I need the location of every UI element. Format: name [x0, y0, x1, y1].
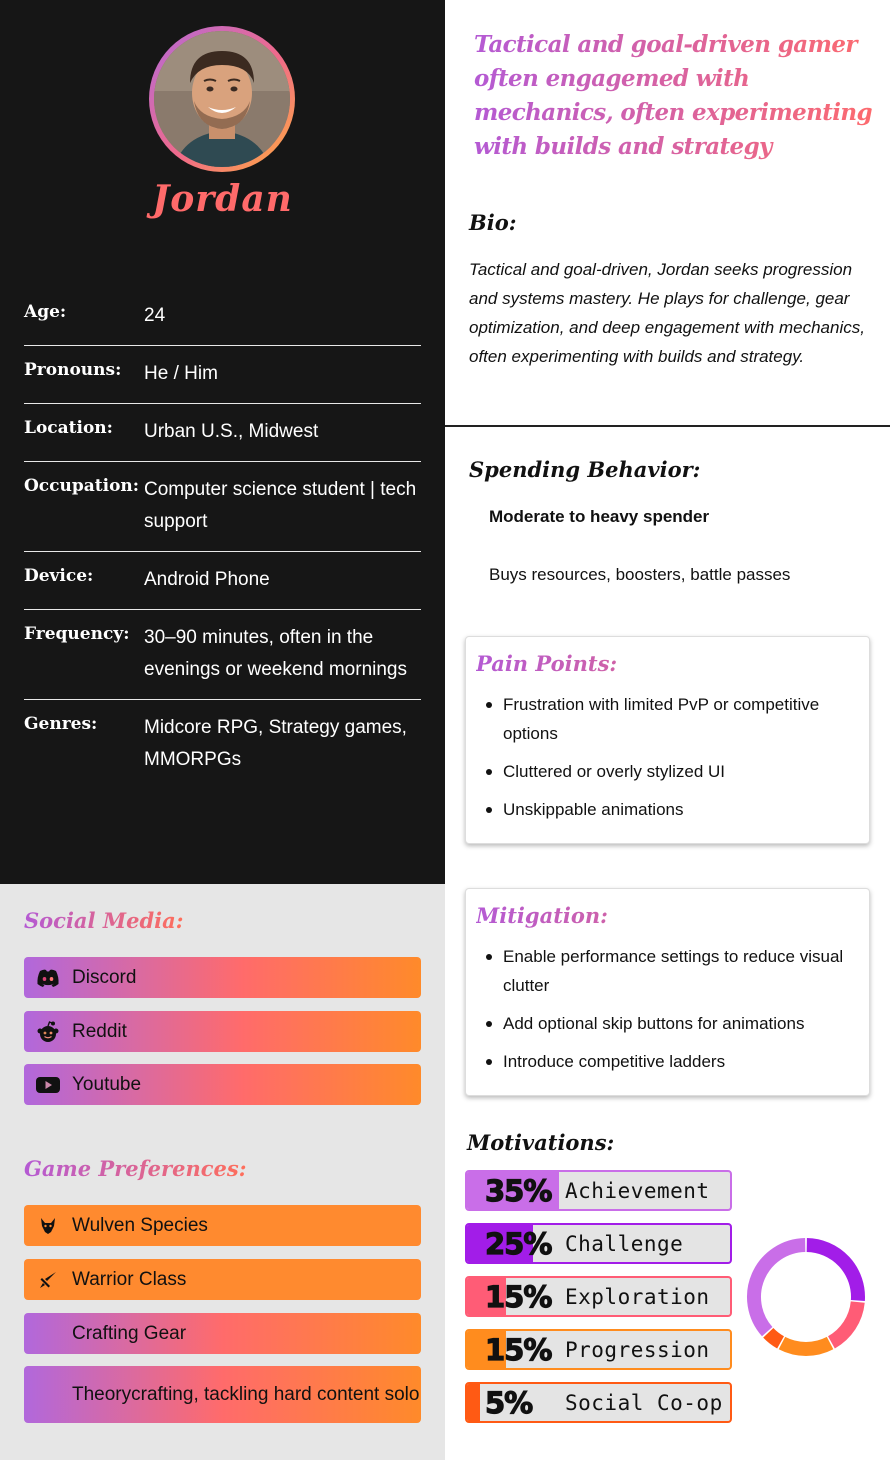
- motivation-pct: 5%: [485, 1386, 533, 1420]
- donut-slice-challenge: [807, 1245, 858, 1301]
- info-value: Android Phone: [144, 569, 270, 590]
- pain-points-title: Pain Points:: [476, 651, 859, 676]
- wolf-icon: [36, 1214, 60, 1238]
- motivation-bar-achievement: [465, 1170, 732, 1211]
- social-media-title: Social Media:: [24, 908, 184, 933]
- game-pref-label: Warrior Class: [72, 1268, 187, 1290]
- info-value: 24: [144, 305, 166, 326]
- motivation-bar-fill: [467, 1384, 480, 1421]
- info-row-genres: [24, 700, 421, 789]
- motivation-pct: 15%: [485, 1333, 552, 1367]
- motivation-pct: 15%: [485, 1280, 552, 1314]
- info-value: 30–90 minutes, often in the evenings or weekend mornings: [144, 627, 407, 680]
- mitigation-list: [476, 942, 859, 1076]
- info-list: [24, 288, 421, 789]
- list-item: Enable performance settings to reduce visual clutter: [476, 942, 859, 1000]
- mitigation-title: Mitigation:: [476, 903, 859, 928]
- motivation-bar-challenge: [465, 1223, 732, 1264]
- bio-title: Bio:: [469, 210, 517, 235]
- youtube-icon: [36, 1073, 60, 1097]
- pain-points-list: [476, 690, 859, 824]
- game-preferences-title: Game Preferences:: [24, 1156, 247, 1181]
- list-item: Add optional skip buttons for animations: [476, 1009, 859, 1038]
- avatar: [149, 26, 295, 172]
- motivations-donut-chart: [743, 1234, 869, 1360]
- motivation-label: Exploration: [565, 1285, 710, 1309]
- list-item: Introduce competitive ladders: [476, 1047, 859, 1076]
- social-item-youtube[interactable]: [24, 1064, 421, 1105]
- spending-title: Spending Behavior:: [469, 457, 701, 482]
- game-pref-theorycrafting: [24, 1366, 421, 1423]
- social-item-label: Reddit: [72, 1020, 127, 1042]
- game-pref-warrior-class: [24, 1259, 421, 1300]
- info-value: Urban U.S., Midwest: [144, 421, 319, 442]
- info-label: Location:: [24, 418, 113, 438]
- motivation-label: Challenge: [565, 1232, 684, 1256]
- info-label: Frequency:: [24, 624, 130, 644]
- section-divider: [445, 425, 890, 427]
- pain-points-card: [465, 636, 870, 844]
- game-pref-crafting-gear: [24, 1313, 421, 1354]
- info-label: Occupation:: [24, 476, 140, 496]
- info-row-location: [24, 404, 421, 462]
- info-row-age: [24, 288, 421, 346]
- motivation-bar-progression: [465, 1329, 732, 1370]
- game-pref-label: Crafting Gear: [72, 1322, 187, 1344]
- game-pref-label: Wulven Species: [72, 1214, 208, 1236]
- avatar-portrait: [154, 31, 290, 167]
- info-label: Device:: [24, 566, 94, 586]
- info-value: He / Him: [144, 363, 218, 384]
- motivation-pct: 25%: [485, 1227, 552, 1261]
- social-item-label: Discord: [72, 966, 137, 988]
- info-row-occupation: [24, 462, 421, 552]
- motivations-title: Motivations:: [467, 1130, 615, 1155]
- info-label: Age:: [24, 302, 67, 322]
- discord-icon: [36, 966, 60, 990]
- info-label: Genres:: [24, 714, 98, 734]
- social-item-reddit[interactable]: [24, 1011, 421, 1052]
- donut-slice-social-co-op: [768, 1333, 780, 1343]
- info-row-pronouns: [24, 346, 421, 404]
- motivation-label: Achievement: [565, 1179, 710, 1203]
- reddit-icon: [36, 1020, 60, 1044]
- game-pref-wulven-species: [24, 1205, 421, 1246]
- list-item: Frustration with limited PvP or competitive options: [476, 690, 859, 748]
- info-value: Computer science student | tech support: [144, 479, 417, 532]
- info-row-frequency: [24, 610, 421, 700]
- list-item: Cluttered or overly stylized UI: [476, 757, 859, 786]
- motivation-pct: 35%: [485, 1174, 552, 1208]
- persona-name: Jordan: [152, 178, 293, 220]
- sword-icon: [36, 1268, 60, 1292]
- mitigation-card: [465, 888, 870, 1096]
- bio-text: Tactical and goal-driven, Jordan seeks progression and systems mastery. He plays for challenge, gear optimization, and deep engagement with mechanics, often experimenting with builds and strategy.: [469, 260, 865, 366]
- social-item-discord[interactable]: [24, 957, 421, 998]
- motivation-bar-exploration: [465, 1276, 732, 1317]
- motivation-label: Social Co-op: [565, 1391, 723, 1415]
- persona-tagline: Tactical and goal-driven gamer often engagemed with mechanics, often experimenting with builds and strategy: [474, 28, 884, 164]
- info-row-device: [24, 552, 421, 610]
- spending-items: Buys resources, boosters, battle passes: [489, 565, 791, 584]
- info-label: Pronouns:: [24, 360, 122, 380]
- motivation-label: Progression: [565, 1338, 710, 1362]
- donut-slice-exploration: [831, 1302, 857, 1342]
- motivation-bar-social-coop: [465, 1382, 732, 1423]
- social-item-label: Youtube: [72, 1073, 142, 1095]
- list-item: Unskippable animations: [476, 795, 859, 824]
- info-value: Midcore RPG, Strategy games, MMORPGs: [144, 717, 407, 770]
- donut-slice-progression: [782, 1343, 830, 1349]
- donut-slice-achievement: [754, 1245, 805, 1332]
- game-pref-label: Theorycrafting, tackling hard content solo: [72, 1384, 420, 1405]
- spending-level: Moderate to heavy spender: [489, 507, 710, 526]
